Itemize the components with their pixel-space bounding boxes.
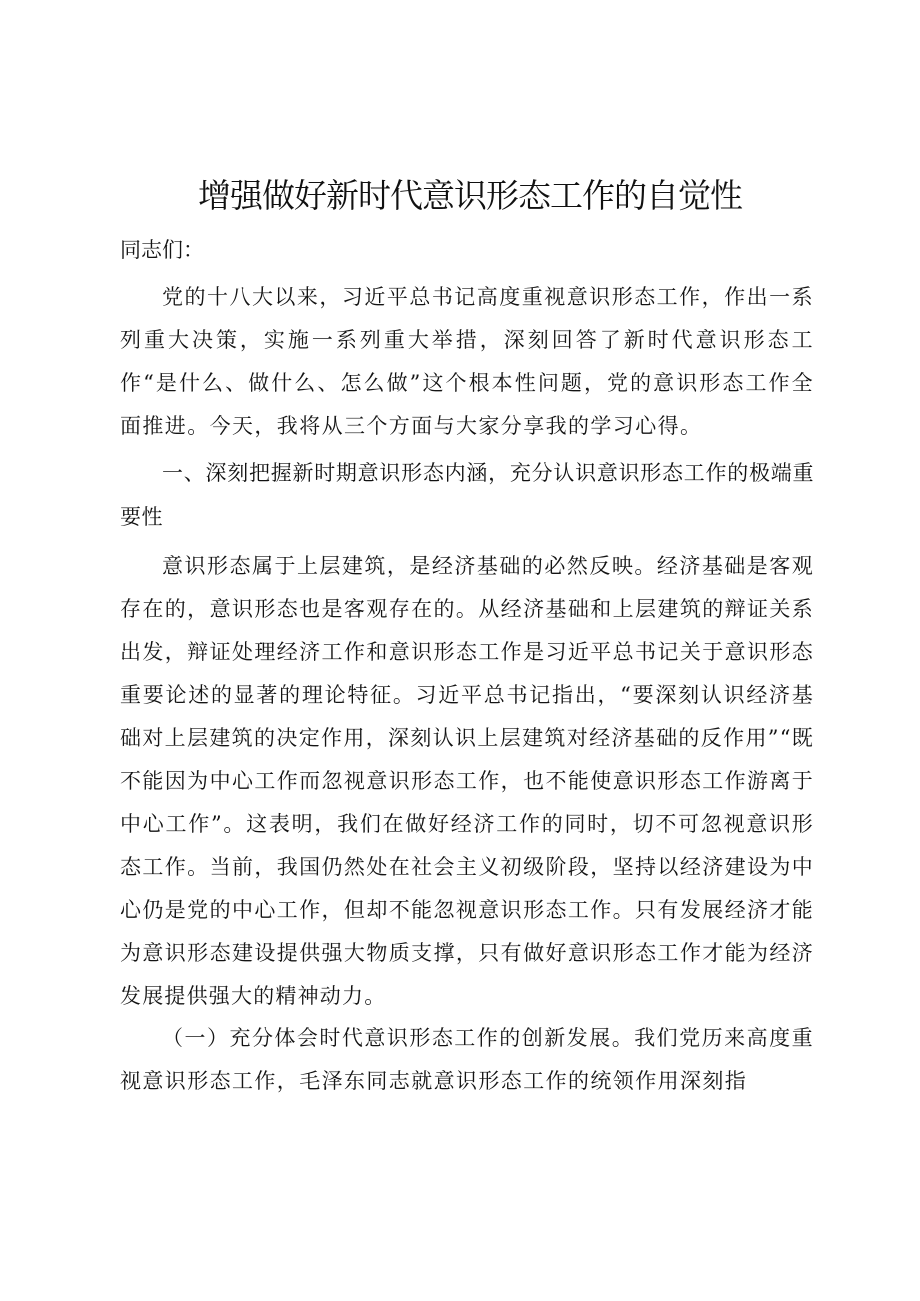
body-paragraph-2: 意识形态属于上层建筑，是经济基础的必然反映。经济基础是客观存在的，意识形态也是客观存在的。从经济基础和上层建筑的辩证关系出发，辩证处理经济工作和意识形态工作是习近平总书记关于意识形态重要论述的显著的理论特征。习近平总书记指出，“要深刻认识经济基础对上层建筑的决定作用，深刻认识上层建筑对经济基础的反作用”“既不能因为中心工作而忽视意识形态工作，也不能使意识形态工作游离于中心工作”。这表明，我们在做好经济工作的同时，切不可忽视意识形态工作。当前，我国仍然处在社会主义初级阶段，坚持以经济建设为中心仍是党的中心工作，但却不能忽视意识形态工作。只有发展经济才能为意识形态建设提供强大物质支撑，只有做好意识形态工作才能为经济发展提供强大的精神动力。 xyxy=(120,554,814,1008)
body-paragraph-3: （一）充分体会时代意识形态工作的创新发展。我们党历来高度重视意识形态工作，毛泽东同志就意识形态工作的统领作用深刻指 xyxy=(120,1026,814,1093)
salutation: 同志们： xyxy=(120,238,204,262)
intro-paragraph: 党的十八大以来，习近平总书记高度重视意识形态工作，作出一系列重大决策，实施一系列重大举措，深刻回答了新时代意识形态工作“是什么、做什么、怎么做”这个根本性问题，党的意识形态工作全面推进。今天，我将从三个方面与大家分享我的学习心得。 xyxy=(120,285,814,438)
section-heading-1: 一、深刻把握新时期意识形态内涵，充分认识意识形态工作的极端重要性 xyxy=(120,461,814,529)
document-title: 增强做好新时代意识形态工作的自觉性 xyxy=(198,176,742,215)
